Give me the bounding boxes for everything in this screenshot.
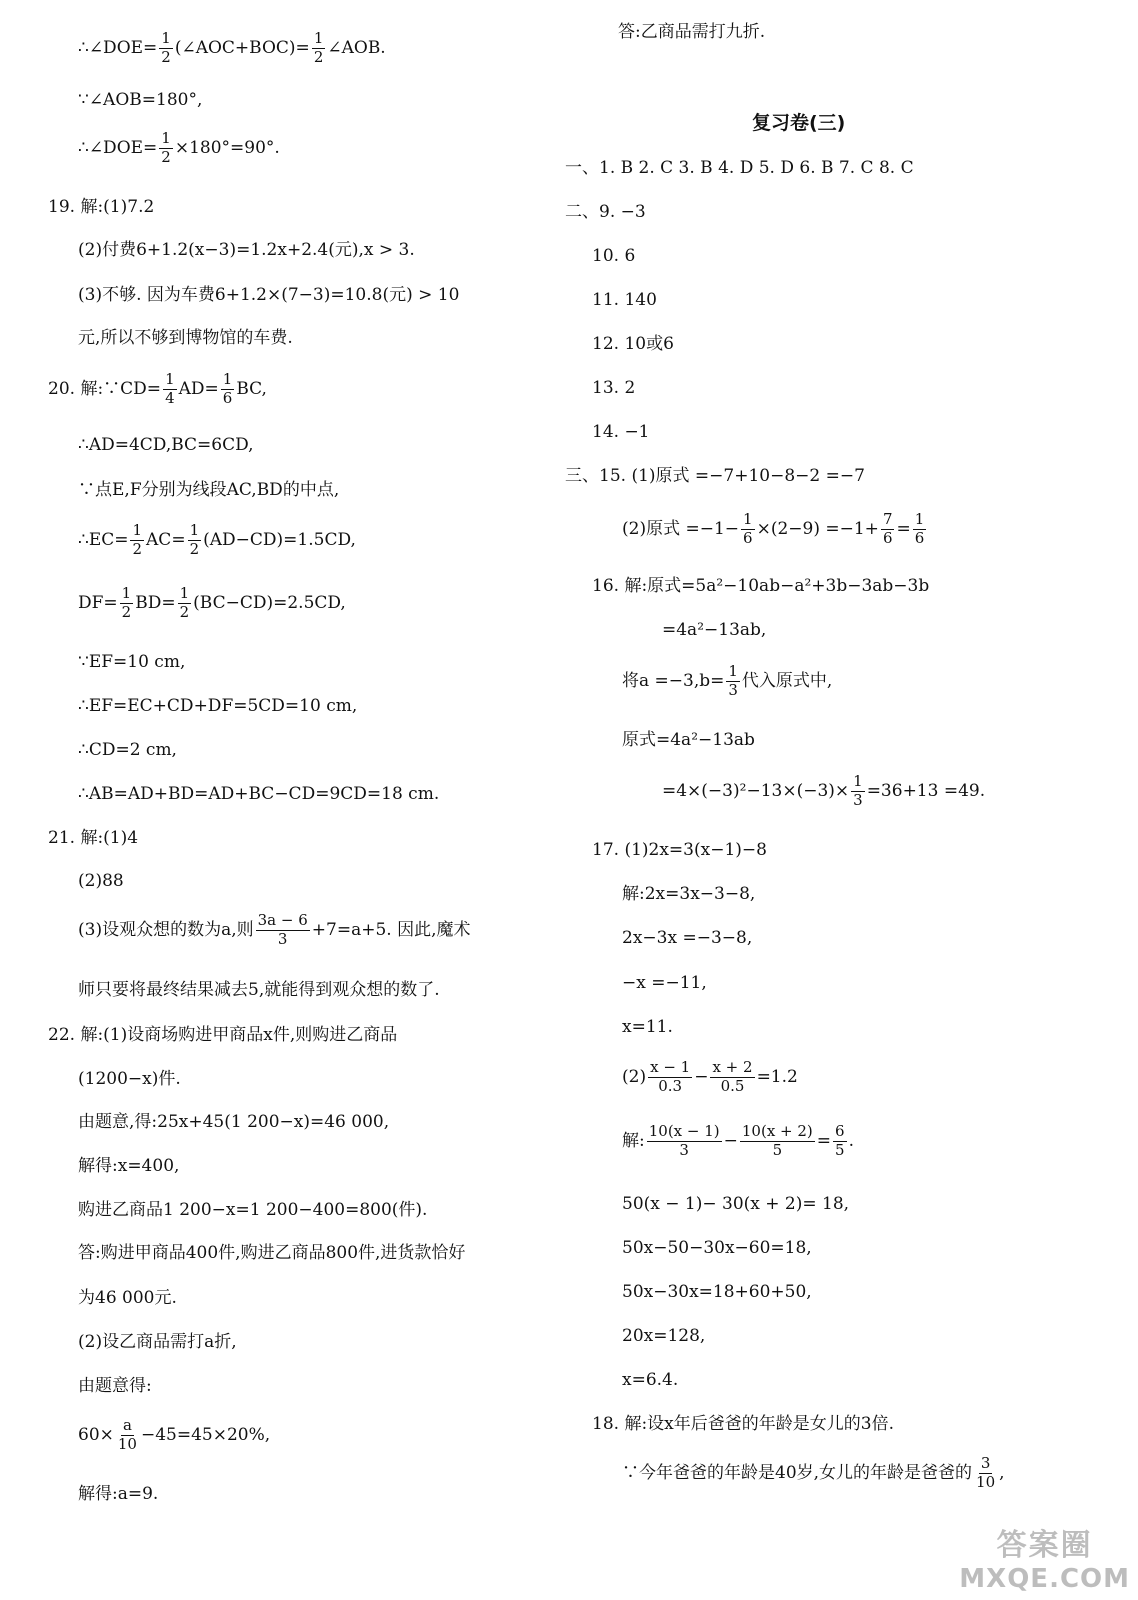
q21-line-2: (2)88 (78, 871, 124, 891)
fraction: $\frac{x + 2}{0.5}$ (712, 1058, 753, 1095)
q16-line-1: 16. 解:原式=5a²−10ab−a²+3b−3ab−3b (592, 576, 930, 596)
q17-line-6: (2) $\frac{x - 1}{0.3}$ − $\frac{x + 2}{0.5}$ =1.2 (622, 1058, 798, 1095)
q18-line-1: 18. 解:设x年后爸爸的年龄是女儿的3倍. (592, 1414, 894, 1434)
fraction: $\frac{1}{2}$ (179, 584, 190, 621)
q17-line-4: −x =−11, (622, 973, 707, 993)
q22-line-10: 60× $\frac{a}{10}$ −45=45×20%, (78, 1416, 271, 1453)
fraction: $\frac{a}{10}$ (117, 1416, 137, 1453)
q20-line-6: ∵EF=10 cm, (78, 652, 186, 672)
fraction: $\frac{10(x - 1)}{3}$ (648, 1122, 720, 1159)
section-1-answers: 一、1. B 2. C 3. B 4. D 5. D 6. B 7. C 8. C (565, 158, 914, 178)
section-2-q13: 13. 2 (592, 378, 636, 398)
q21-line-4: 师只要将最终结果减去5,就能得到观众想的数了. (78, 980, 440, 1000)
q22-line-7: 为46 000元. (78, 1288, 177, 1308)
q22-line-2: (1200−x)件. (78, 1069, 181, 1089)
q17-line-11: 20x=128, (622, 1326, 706, 1346)
q17-line-7: 解: $\frac{10(x - 1)}{3}$ − $\frac{10(x + 2)}{5}$ = $\frac{6}{5}$ . (622, 1122, 854, 1159)
fraction: $\frac{1}{2}$ (161, 29, 171, 66)
q22-line-1: 22. 解:(1)设商场购进甲商品x件,则购进乙商品 (48, 1025, 398, 1045)
q22-line-5: 购进乙商品1 200−x=1 200−400=800(件). (78, 1200, 428, 1220)
l-line-3: ∴∠DOE= $\frac{1}{2}$ ×180°=90°. (78, 129, 280, 166)
q22-line-3: 由题意,得:25x+45(1 200−x)=46 000, (78, 1112, 390, 1132)
q19-line-1: 19. 解:(1)7.2 (48, 197, 155, 217)
fraction: $\frac{7}{6}$ (882, 510, 893, 547)
q17-line-5: x=11. (622, 1017, 673, 1037)
fraction: $\frac{3a - 6}{3}$ (257, 911, 308, 948)
q19-line-4: 元,所以不够到博物馆的车费. (78, 328, 293, 348)
q20-line-2: ∴AD=4CD,BC=6CD, (78, 435, 254, 455)
fraction: $\frac{10(x + 2)}{5}$ (741, 1122, 813, 1159)
fraction: $\frac{x - 1}{0.3}$ (650, 1058, 691, 1095)
section-3-q15-1: 三、15. (1)原式 =−7+10−8−2 =−7 (565, 466, 865, 486)
q20-line-3: ∵点E,F分别为线段AC,BD的中点, (78, 480, 340, 500)
q20-line-8: ∴CD=2 cm, (78, 740, 177, 760)
q20-line-9: ∴AB=AD+BD=AD+BC−CD=9CD=18 cm. (78, 784, 440, 804)
section-2-q10: 10. 6 (592, 246, 636, 266)
fraction: $\frac{1}{4}$ (165, 370, 175, 407)
q19-line-3: (3)不够. 因为车费6+1.2×(7−3)=10.8(元) > 10 (78, 285, 460, 305)
section-title: 复习卷(三) (752, 112, 846, 134)
fraction: $\frac{1}{6}$ (914, 510, 925, 547)
fraction: $\frac{1}{6}$ (743, 510, 753, 547)
fraction: $\frac{1}{6}$ (222, 370, 233, 407)
q20-line-7: ∴EF=EC+CD+DF=5CD=10 cm, (78, 696, 358, 716)
q21-line-1: 21. 解:(1)4 (48, 828, 139, 848)
q19-line-2: (2)付费6+1.2(x−3)=1.2x+2.4(元),x > 3. (78, 240, 415, 260)
q16-line-4: 原式=4a²−13ab (622, 730, 755, 750)
q17-line-9: 50x−50−30x−60=18, (622, 1238, 812, 1258)
q17-line-1: 17. (1)2x=3(x−1)−8 (592, 840, 767, 860)
q22-line-9: 由题意得: (78, 1376, 152, 1396)
q16-line-3: 将a =−3,b= $\frac{1}{3}$ 代入原式中, (622, 662, 833, 699)
section-2-q11: 11. 140 (592, 290, 657, 310)
q20-line-1: 20. 解:∵CD= $\frac{1}{4}$ AD= $\frac{1}{6}$ BC, (48, 370, 267, 407)
fraction: $\frac{1}{2}$ (132, 521, 143, 558)
q20-line-5: DF= $\frac{1}{2}$ BD= $\frac{1}{2}$ (BC−CD)=2.5CD, (78, 584, 346, 621)
section-3-q15-2: (2)原式 =−1− $\frac{1}{6}$ ×(2−9) =−1+ $\frac{7}{6}$ = $\frac{1}{6}$ (622, 510, 925, 547)
fraction: $\frac{1}{2}$ (189, 521, 200, 558)
fraction: $\frac{3}{10}$ (976, 1454, 996, 1491)
q22-line-11: 解得:a=9. (78, 1484, 159, 1504)
section-2-q9: 二、9. −3 (565, 202, 646, 222)
l-line-2: ∵∠AOB=180°, (78, 90, 203, 110)
q20-line-4: ∴EC= $\frac{1}{2}$ AC= $\frac{1}{2}$ (AD−CD)=1.5CD, (78, 521, 356, 558)
l-line-1: ∴∠DOE= $\frac{1}{2}$ (∠AOC+BOC)= $\frac{1}{2}$ ∠AOB. (78, 29, 386, 66)
fraction: $\frac{1}{2}$ (161, 129, 171, 166)
q17-line-8: 50(x − 1)− 30(x + 2)= 18, (622, 1194, 850, 1214)
q22-line-6: 答:购进甲商品400件,购进乙商品800件,进货款恰好 (78, 1243, 466, 1263)
q17-line-12: x=6.4. (622, 1370, 679, 1390)
q17-line-10: 50x−30x=18+60+50, (622, 1282, 812, 1302)
fraction: $\frac{1}{2}$ (313, 29, 324, 66)
q17-line-2: 解:2x=3x−3−8, (622, 884, 756, 904)
q22-line-4: 解得:x=400, (78, 1156, 180, 1176)
q16-line-5: =4×(−3)²−13×(−3)× $\frac{1}{3}$ =36+13 =49. (662, 772, 986, 809)
fraction: $\frac{1}{3}$ (853, 772, 863, 809)
fraction: $\frac{1}{2}$ (121, 584, 132, 621)
watermark-logo: 答案圈 MXQE.COM (959, 1528, 1130, 1594)
section-2-q14: 14. −1 (592, 422, 650, 442)
q21-line-3: (3)设观众想的数为a,则 $\frac{3a - 6}{3}$ +7=a+5. 因此,魔术 (78, 911, 471, 948)
fraction: $\frac{6}{5}$ (835, 1122, 845, 1159)
fraction: $\frac{1}{3}$ (728, 662, 738, 699)
q18-line-2: ∵今年爸爸的年龄是40岁,女儿的年龄是爸爸的 $\frac{3}{10}$ , (622, 1454, 1005, 1491)
section-2-q12: 12. 10或6 (592, 334, 674, 354)
q22-line-8: (2)设乙商品需打a折, (78, 1332, 237, 1352)
q17-line-3: 2x−3x =−3−8, (622, 928, 753, 948)
r-answer-line: 答:乙商品需打九折. (618, 22, 766, 42)
q16-line-2: =4a²−13ab, (662, 620, 767, 640)
